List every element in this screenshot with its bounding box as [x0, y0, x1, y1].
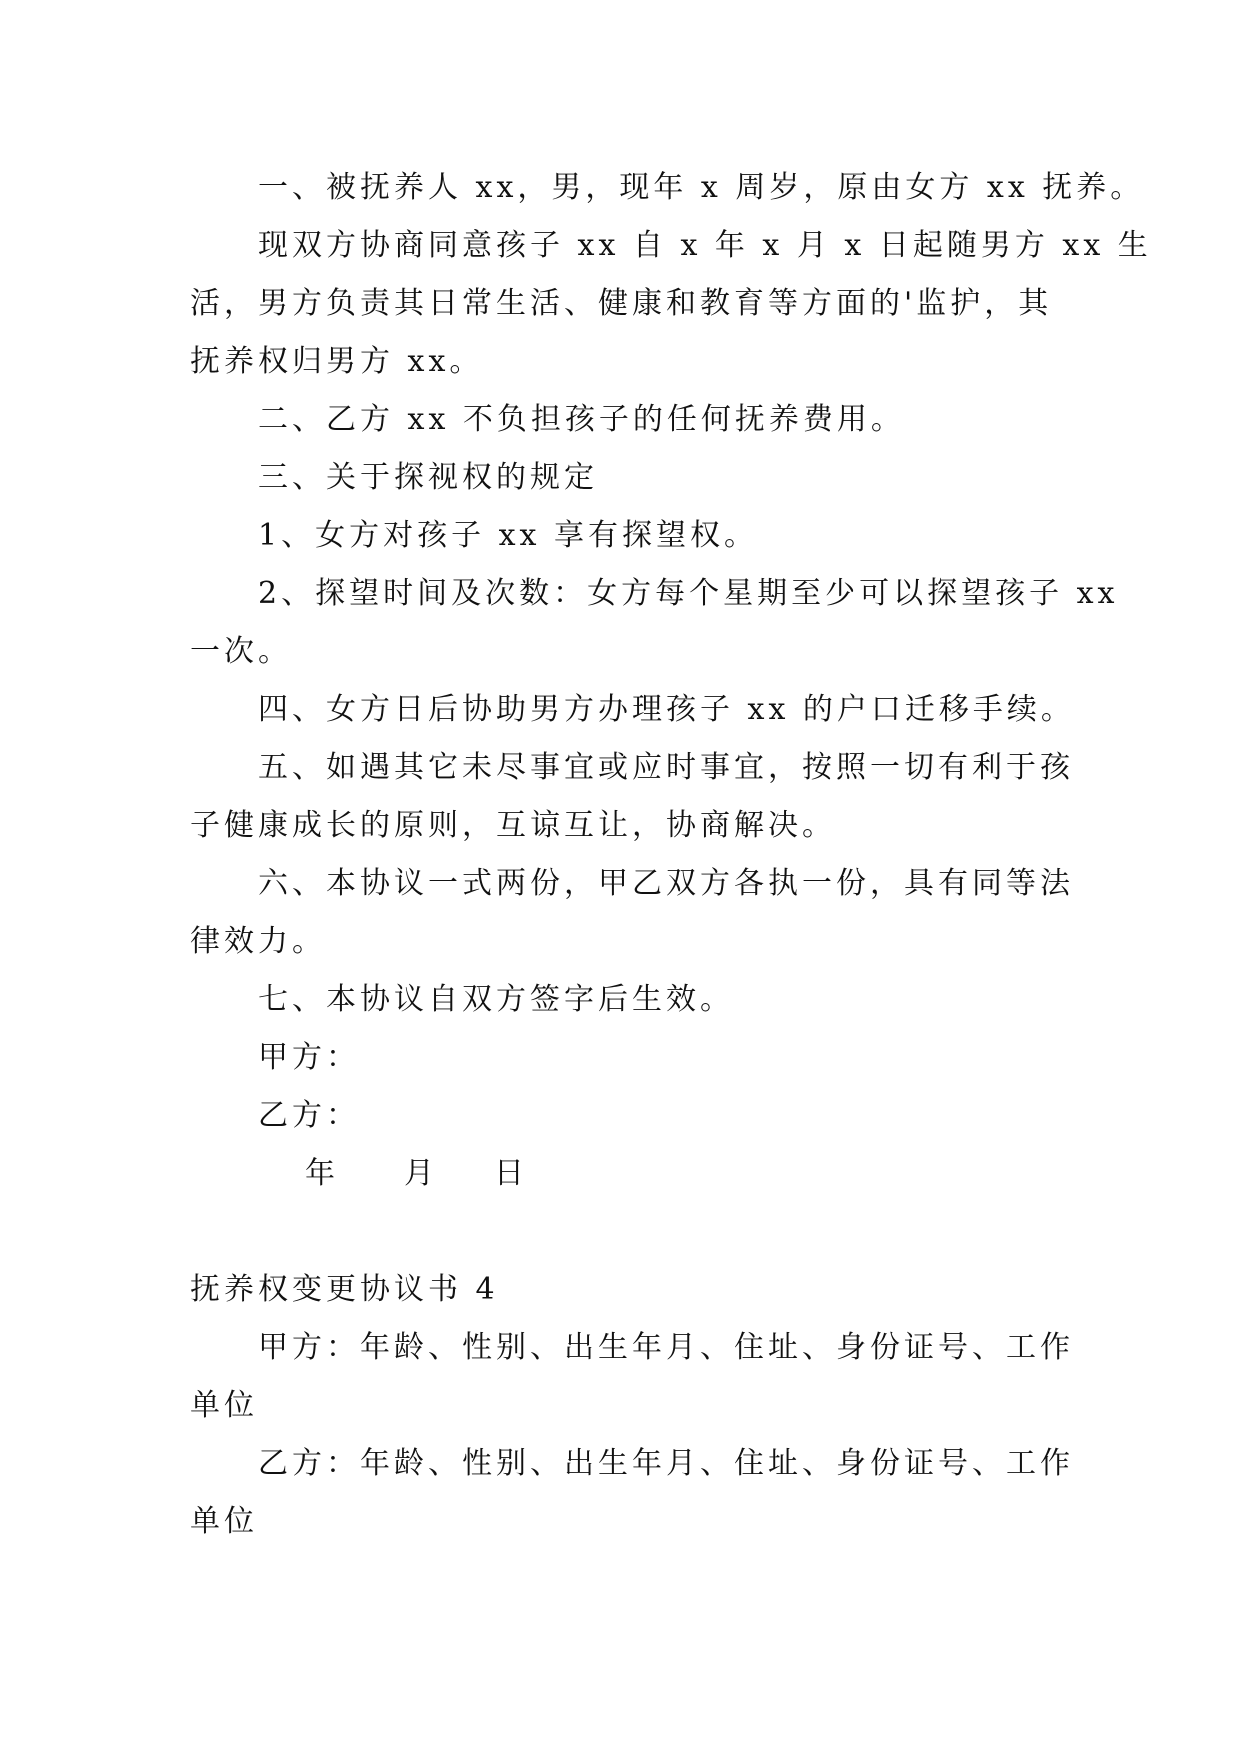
clause-1-line-2: 现双方协商同意孩子 xx 自 x 年 x 月 x 日起随男方 xx 生 [258, 228, 1152, 263]
clause-6-line-2: 律效力。 [190, 924, 326, 959]
party-a-info-line-2: 单位 [190, 1388, 258, 1423]
clause-3-item-2-line-1: 2、探望时间及次数：女方每个星期至少可以探望孩子 xx [258, 576, 1119, 611]
clause-3-heading: 三、关于探视权的规定 [258, 460, 598, 495]
clause-1-line-1: 一、被抚养人 xx，男，现年 x 周岁，原由女方 xx 抚养。 [258, 170, 1145, 205]
party-b-signature-label: 乙方： [258, 1098, 360, 1133]
party-a-signature-label: 甲方： [258, 1040, 360, 1075]
party-b-info-line-2: 单位 [190, 1504, 258, 1539]
clause-1-line-3: 活，男方负责其日常生活、健康和教育等方面的'监护，其 [190, 286, 1053, 321]
clause-7: 七、本协议自双方签字后生效。 [258, 982, 734, 1017]
clause-4: 四、女方日后协助男方办理孩子 xx 的户口迁移手续。 [258, 692, 1075, 727]
clause-5-line-1: 五、如遇其它未尽事宜或应时事宜，按照一切有利于孩 [258, 750, 1074, 785]
clause-3-item-2-line-2: 一次。 [190, 634, 292, 669]
clause-3-item-1: 1、女方对孩子 xx 享有探望权。 [258, 518, 758, 553]
clause-2: 二、乙方 xx 不负担孩子的任何抚养费用。 [258, 402, 905, 437]
clause-5-line-2: 子健康成长的原则，互谅互让，协商解决。 [190, 808, 836, 843]
party-b-info-line-1: 乙方：年龄、性别、出生年月、住址、身份证号、工作 [258, 1446, 1074, 1481]
clause-1-line-4: 抚养权归男方 xx。 [190, 344, 484, 379]
clause-6-line-1: 六、本协议一式两份，甲乙双方各执一份，具有同等法 [258, 866, 1074, 901]
date-year-label: 年 [305, 1156, 339, 1191]
date-month-label: 月 [404, 1156, 438, 1191]
party-a-info-line-1: 甲方：年龄、性别、出生年月、住址、身份证号、工作 [258, 1330, 1074, 1365]
date-day-label: 日 [494, 1156, 528, 1191]
section-title: 抚养权变更协议书 4 [190, 1272, 499, 1307]
